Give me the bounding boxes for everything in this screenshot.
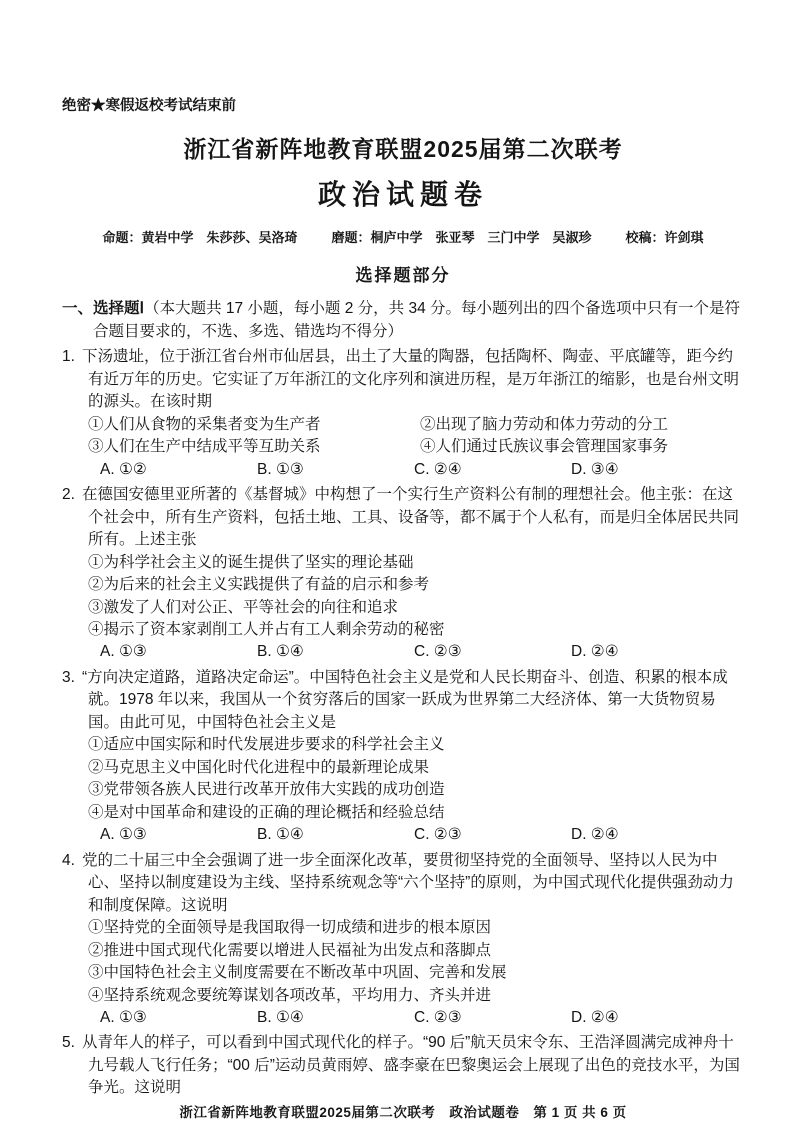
question-2-choices [100,641,744,663]
question-3-option-4: ④是对中国革命和建设的正确的理论概括和经验总结 [88,803,445,821]
question-2-text: 在德国安德里亚所著的《基督城》中构想了一个实行生产资料公有制的理想社会。他主张：在这个社会中，所有生产资料，包括土地、工具、设备等，都不属于个人私有，而是归全体居民共同所有。上述主张 [81,486,740,549]
question-2-stem [62,484,744,551]
question-1-choice-d: D. ③④ [571,460,619,478]
question-1-stem [62,346,744,413]
question-2-choice-a: A. ①③ [100,643,147,661]
question-4-choices [100,1007,744,1029]
question-1-text: 下汤遗址，位于浙江省台州市仙居县，出土了大量的陶器，包括陶杯、陶壶、平底罐等，距今约有近万年的历史。它实证了万年浙江的文化序列和演进历程，是万年浙江的缩影，也是台州文明的源头。在该时期 [81,348,740,411]
question-1-choice-a: A. ①② [100,460,147,478]
question-3-stem [62,667,744,734]
question-4-text: 党的二十届三中全会强调了进一步全面深化改革，要贯彻坚持党的全面领导、坚持以人民为中心、坚持以制度建设为主线、坚持系统观念等“六个坚持”的原则，为中国式现代化提供强劲动力和制度保障。这说明 [81,851,734,914]
question-3-choice-c: C. ②③ [414,826,462,844]
exam-title: 浙江省新阵地教育联盟2025届第二次联考 [183,136,623,163]
question-4-option-1: ①坚持党的全面领导是我国取得一切成绩和进步的根本原因 [88,919,492,937]
part1-label: 一、选择题Ⅰ [62,300,145,318]
credits-proposer: 命题：黄岩中学 朱莎莎、吴洛琦 [102,229,298,245]
part1-instructions: （本大题共 17 小题，每小题 2 分，共 34 分。每小题列出的四个备选项中只有一个是符合题目要求的，不选、多选、错选均不得分） [93,300,741,340]
question-4-choice-c: C. ②③ [414,1008,462,1026]
question-1-option-1: ①人们从食物的采集者变为生产者 [88,415,321,433]
question-1-option-3: ③人们在生产中结成平等互助关系 [88,438,321,456]
part1-heading [62,298,744,343]
question-1 [62,346,744,481]
question-1-options [88,414,744,459]
question-3-choice-d: D. ②④ [571,826,619,844]
question-4-option-2: ②推进中国式现代化需要以增进人民福祉为出发点和落脚点 [88,941,492,959]
question-4-stem [62,850,744,917]
credits-reviewer: 磨题：桐庐中学 张亚琴 三门中学 吴淑珍 [331,229,592,245]
question-4-option-4: ④坚持系统观念要统筹谋划各项改革，平均用力、齐头并进 [88,986,492,1004]
question-1-number: 1. [62,348,75,366]
question-5-stem [62,1032,744,1099]
question-2-option-3: ③激发了人们对公正、平等社会的向往和追求 [88,598,399,616]
question-2-option-1: ①为科学社会主义的诞生提供了坚实的理论基础 [88,553,414,571]
question-5-text: 从青年人的样子，可以看到中国式现代化的样子。“90 后”航天员宋令东、王浩泽圆满完成神舟十九号载人飞行任务；“00 后”运动员黄雨婷、盛李豪在巴黎奥运会上展现了出色的竞技水平，为国争光。这说明 [81,1034,740,1097]
question-4 [62,850,744,1030]
question-2-option-4: ④揭示了资本家剥削工人并占有工人剩余劳动的秘密 [88,621,445,638]
question-2-choice-c: C. ②③ [414,643,462,661]
page-footer: 浙江省新阵地教育联盟2025届第二次联考 政治试题卷 第 1 页 共 6 页 [179,1104,627,1120]
question-2-option-2: ②为后来的社会主义实践提供了有益的启示和参考 [88,576,430,594]
question-3-number: 3. [62,668,75,686]
question-4-option-3: ③中国特色社会主义制度需要在不断改革中巩固、完善和发展 [88,964,507,982]
credits-line [62,229,744,248]
question-1-choices [100,459,744,481]
question-3-option-2: ②马克思主义中国化时代化进程中的最新理论成果 [88,758,430,776]
question-1-choice-b: B. ①③ [257,460,304,478]
question-3-option-1: ①适应中国实际和时代发展进步要求的科学社会主义 [88,736,445,754]
question-3-text: “方向决定道路，道路决定命运”。中国特色社会主义是党和人民长期奋斗、创造、积累的根本成就。1978 年以来，我国从一个贫穷落后的国家一跃成为世界第二大经济体、第一大货物贸易国。由此可见，中国特色社会主义是 [81,668,728,731]
question-2-choice-d: D. ②④ [571,643,619,661]
question-4-choice-d: D. ②④ [571,1008,619,1026]
paper-title: 政治试题卷 [317,180,488,212]
question-3-option-3: ③党带领各族人民进行改革开放伟大实践的成功创造 [88,781,445,799]
credits-proofreader: 校稿：许剑琪 [625,229,704,245]
question-3-choices [100,824,744,846]
question-3-options [88,734,744,824]
question-4-choice-a: A. ①③ [100,1008,147,1026]
question-5 [62,1032,744,1099]
question-2-options [88,552,744,642]
question-2 [62,484,744,664]
question-1-option-2: ②出现了脑力劳动和体力劳动的分工 [420,415,669,433]
section-title: 选择题部分 [355,265,451,285]
question-4-choice-b: B. ①④ [257,1008,304,1026]
question-3-choice-b: B. ①④ [257,826,304,844]
question-4-options [88,917,744,1007]
question-1-choice-c: C. ②④ [414,460,462,478]
question-5-number: 5. [62,1034,75,1052]
question-3-choice-a: A. ①③ [100,826,147,844]
question-1-option-4: ④人们通过氏族议事会管理国家事务 [420,438,669,456]
question-3 [62,667,744,847]
question-4-number: 4. [62,851,75,869]
question-2-number: 2. [62,486,75,504]
question-2-choice-b: B. ①④ [257,643,304,661]
secrecy-notice: 绝密★寒假返校考试结束前 [62,98,236,114]
